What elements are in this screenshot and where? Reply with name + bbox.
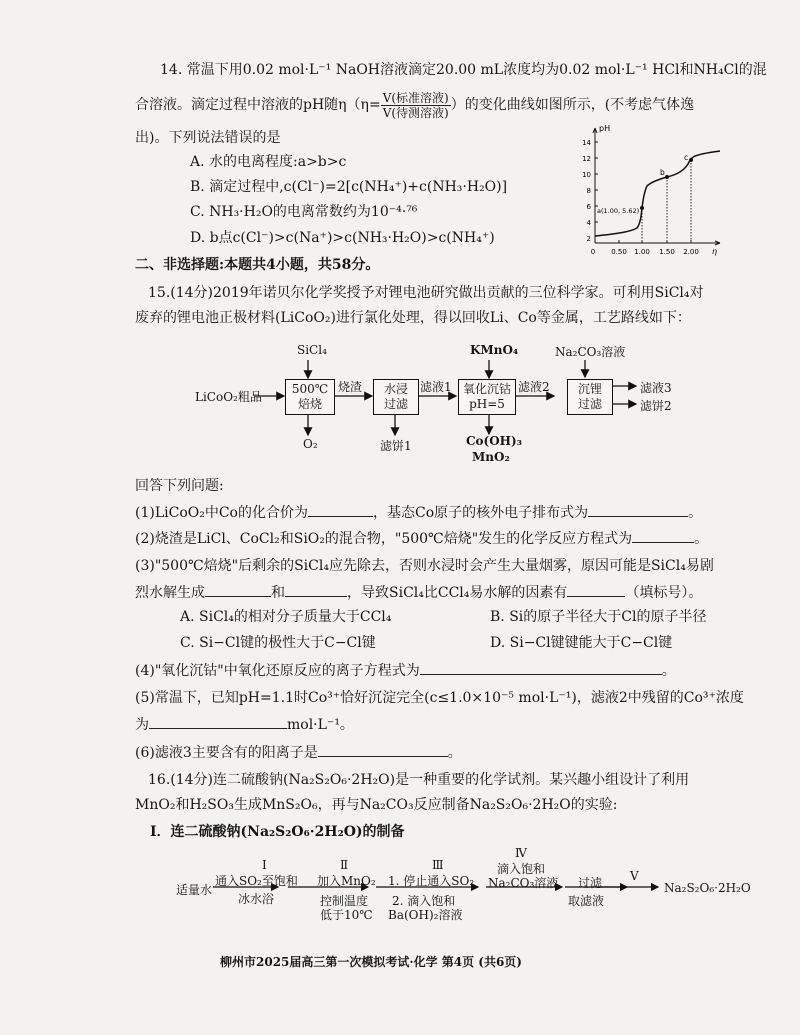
flow16-step4-top2: Na₂CO₃溶液 [488, 876, 559, 890]
point-c-label: c [684, 153, 689, 162]
flow16-step4-num: Ⅳ [515, 846, 527, 860]
part1-text-b: ，基态Co原子的核外电子排布式为 [372, 505, 589, 521]
q14-option-b: B. 滴定过程中,c(Cl⁻)=2[c(NH₄⁺)+c(NH₃·H₂O)] [190, 179, 508, 195]
flow-start-material: LiCoO₂粗品 [195, 390, 262, 404]
flow-coh3: Co(OH)₃ [466, 434, 522, 448]
ytick-10: 10 [582, 171, 591, 179]
part3-blank-2[interactable] [285, 582, 347, 597]
q15-part2 [135, 528, 708, 549]
titration-graph [575, 120, 725, 260]
flow16-start: 适量水 [176, 883, 213, 897]
q14-line3: 出)。下列说法错误的是 [135, 130, 281, 146]
xtick-0: 0 [590, 248, 596, 256]
ytick-8: 8 [586, 187, 591, 195]
point-c-marker [689, 158, 693, 162]
flow-box-oxidize [458, 379, 516, 415]
graph-ylabel: pH [599, 124, 611, 133]
box-oxidize-line1: 氧化沉钴 [462, 382, 511, 396]
flow-mno2: MnO₂ [472, 450, 510, 464]
titration-curve [595, 151, 720, 236]
part3-text-b: 烈水解生成 [135, 585, 205, 601]
box-roast-line2: 焙烧 [297, 397, 322, 411]
ytick-6: 6 [586, 203, 591, 211]
ytick-4: 4 [586, 219, 591, 227]
box-lithium-line1: 沉锂 [577, 382, 602, 396]
flow16-end-product: Na₂S₂O₆·2H₂O [664, 881, 751, 895]
ytick-12: 12 [582, 155, 591, 163]
q15-part3-line1: (3)"500℃焙烧"后剩余的SiCl₄应先除去，否则水浸时会产生大量烟雾，原因可能是SiCl₄易剧 [135, 558, 714, 574]
eta-fraction [381, 91, 451, 120]
part1-blank-1[interactable] [308, 502, 373, 517]
point-b-marker [665, 175, 669, 179]
q14-line1: 14. 常温下用0.02 mol·L⁻¹ NaOH溶液滴定20.00 mL浓度均为0.02 mol·L⁻¹ HCl和NH₄Cl的混 [160, 62, 767, 78]
q15-answer-intro: 回答下列问题: [135, 478, 224, 494]
flow-arrow-slag: 烧渣 [338, 380, 363, 394]
part3-text-e: （填标号）。 [625, 585, 703, 601]
flow16-step5-top: 过滤 [578, 876, 603, 890]
part2-end: 。 [694, 531, 709, 547]
part4-end: 。 [661, 663, 676, 679]
fraction-numerator: V(标准溶液) [382, 90, 449, 105]
q14-line2 [135, 88, 694, 122]
part1-end: 。 [688, 505, 703, 521]
xtick-1.00: 1.00 [634, 248, 650, 256]
flow-box-leach [373, 379, 419, 415]
q15-part3-option-c: C. Si−Cl键的极性大于C−Cl键 [180, 635, 376, 651]
part4-text: (4)"氧化沉钴"中氧化还原反应的离子方程式为 [135, 663, 420, 679]
flow-box-lithium [567, 379, 613, 415]
part3-blank-1[interactable] [205, 582, 271, 597]
flow16-step1-num: Ⅰ [262, 858, 267, 872]
part5-text-b: 为 [135, 717, 149, 733]
part6-end: 。 [447, 745, 462, 761]
q14-option-c: C. NH₃·H₂O的电离常数约为10⁻⁴·⁷⁶ [190, 204, 418, 220]
point-b-label: b [660, 168, 665, 177]
point-a-marker [640, 206, 644, 210]
q15-part3-line2 [135, 582, 702, 603]
flow-arrow-filtrate2: 滤液2 [518, 380, 550, 394]
flow16-step1-bottom: 冰水浴 [238, 892, 275, 906]
graph-xlabel: η [712, 247, 718, 256]
flow-box-roast [285, 379, 335, 415]
part5-text-c: mol·L⁻¹。 [287, 717, 354, 733]
xtick-2.00: 2.00 [683, 248, 699, 256]
part2-text: (2)烧渣是LiCl、CoCl₂和SiO₂的混合物，"500℃焙烧"发生的化学反应方程式为 [135, 531, 633, 547]
flow16-step1-top: 通入SO₂至饱和 [215, 874, 298, 888]
flow-kmno4: KMnO₄ [470, 343, 519, 357]
q16-intro-2: MnO₂和H₂SO₃生成MnS₂O₆，再与Na₂CO₃反应制备Na₂S₂O₆·2H₂O的实验: [135, 797, 618, 813]
q15-part4 [135, 660, 676, 681]
box-roast-line1: 500℃ [291, 382, 329, 396]
q15-part3-option-d: D. Si−Cl键键能大于C−Cl键 [490, 635, 673, 651]
box-leach-line2: 过滤 [383, 397, 408, 411]
q15-flow-arrows [190, 340, 710, 470]
flow-sicl4: SiCl₄ [297, 343, 327, 357]
q15-part3-option-b: B. Si的原子半径大于Cl的原子半径 [490, 609, 707, 625]
q16-part1-heading: Ⅰ．连二硫酸钠(Na₂S₂O₆·2H₂O)的制备 [150, 824, 405, 840]
q14-option-d: D. b点c(Cl⁻)>c(Na⁺)>c(NH₃·H₂O)>c(NH₄⁺) [190, 230, 495, 246]
box-lithium-line2: 过滤 [577, 397, 602, 411]
q15-part6 [135, 742, 462, 763]
part4-blank[interactable] [420, 660, 662, 675]
flow16-step3-bottom2: Ba(OH)₂溶液 [388, 908, 463, 922]
q15-part1 [135, 502, 702, 523]
flow16-step5-bottom: 取滤液 [568, 894, 605, 908]
part1-blank-2[interactable] [588, 502, 688, 517]
q14-line2-suffix: ）的变化曲线如图所示，(不考虑气体逸 [450, 97, 695, 113]
flow-o2: O₂ [303, 437, 318, 451]
ytick-14: 14 [582, 139, 591, 147]
part1-text-a: (1)LiCoO₂中Co的化合价为 [135, 505, 308, 521]
flow-arrow-filtrate1: 滤液1 [420, 380, 452, 394]
box-leach-line1: 水浸 [383, 382, 408, 396]
part6-blank[interactable] [318, 742, 448, 757]
flow16-step2-top: 加入MnO₂ [317, 874, 376, 888]
part3-text-c: 和 [271, 585, 285, 601]
section-heading: 二、非选择题:本题共4小题，共58分。 [135, 257, 380, 273]
point-a-label: a(1.00, 5.62) [597, 207, 640, 215]
q16-intro-1: 16.(14分)连二硫酸钠(Na₂S₂O₆·2H₂O)是一种重要的化学试剂。某兴趣小组设计了利用 [148, 772, 690, 788]
part3-text-d: ，导致SiCl₄比CCl₄易水解的因素有 [347, 585, 568, 601]
part3-blank-3[interactable] [567, 582, 625, 597]
xtick-1.50: 1.50 [659, 248, 675, 256]
part5-blank[interactable] [149, 714, 287, 729]
q15-part3-option-a: A. SiCl₄的相对分子质量大于CCl₄ [180, 609, 392, 625]
flow16-step2-bottom2: 低于10℃ [320, 908, 373, 922]
q14-line2-prefix: 合溶液。滴定过程中溶液的pH随η（η= [135, 97, 381, 113]
part6-text: (6)滤液3主要含有的阳离子是 [135, 745, 318, 761]
flow16-step3-num: Ⅲ [432, 858, 444, 872]
flow16-step3-top: 1. 停止通入SO₂ [388, 874, 475, 888]
flow16-step2-num: Ⅱ [340, 858, 349, 872]
flow-na2co3: Na₂CO₃溶液 [555, 345, 626, 359]
xtick-0.50: 0.50 [611, 248, 627, 256]
flow16-step6-num: Ⅴ [630, 869, 639, 883]
fraction-denominator: V(待测溶液) [382, 105, 449, 120]
ytick-2: 2 [586, 235, 591, 243]
part2-blank[interactable] [632, 528, 694, 543]
q14-option-a: A. 水的电离程度:a>b>c [190, 154, 347, 170]
q15-part5-line1: (5)常温下，已知pH=1.1时Co³⁺恰好沉淀完全(c≤1.0×10⁻⁵ mol·L⁻¹)，滤液2中残留的Co³⁺浓度 [135, 690, 744, 706]
q15-intro-1: 15.(14分)2019年诺贝尔化学奖授予对锂电池研究做出贡献的三位科学家。可利用SiCl₄对 [148, 285, 704, 301]
flow-cake1: 滤饼1 [380, 439, 412, 453]
flow16-step4-top1: 滴入饱和 [497, 862, 546, 876]
flow-filtrate3: 滤液3 [640, 381, 672, 395]
q15-intro-2: 废弃的锂电池正极材料(LiCoO₂)进行氯化处理，得以回收Li、Co等金属，工艺路线如下： [135, 310, 691, 326]
flow-cake2: 滤饼2 [640, 399, 672, 413]
flow16-step3-bottom1: 2. 滴入饱和 [392, 894, 456, 908]
page-footer: 柳州市2025届高三第一次模拟考试·化学 第4页 (共6页) [220, 955, 522, 969]
q15-part5-line2 [135, 714, 354, 735]
flow16-step2-bottom1: 控制温度 [320, 894, 369, 908]
box-oxidize-line2: pH=5 [469, 397, 505, 411]
